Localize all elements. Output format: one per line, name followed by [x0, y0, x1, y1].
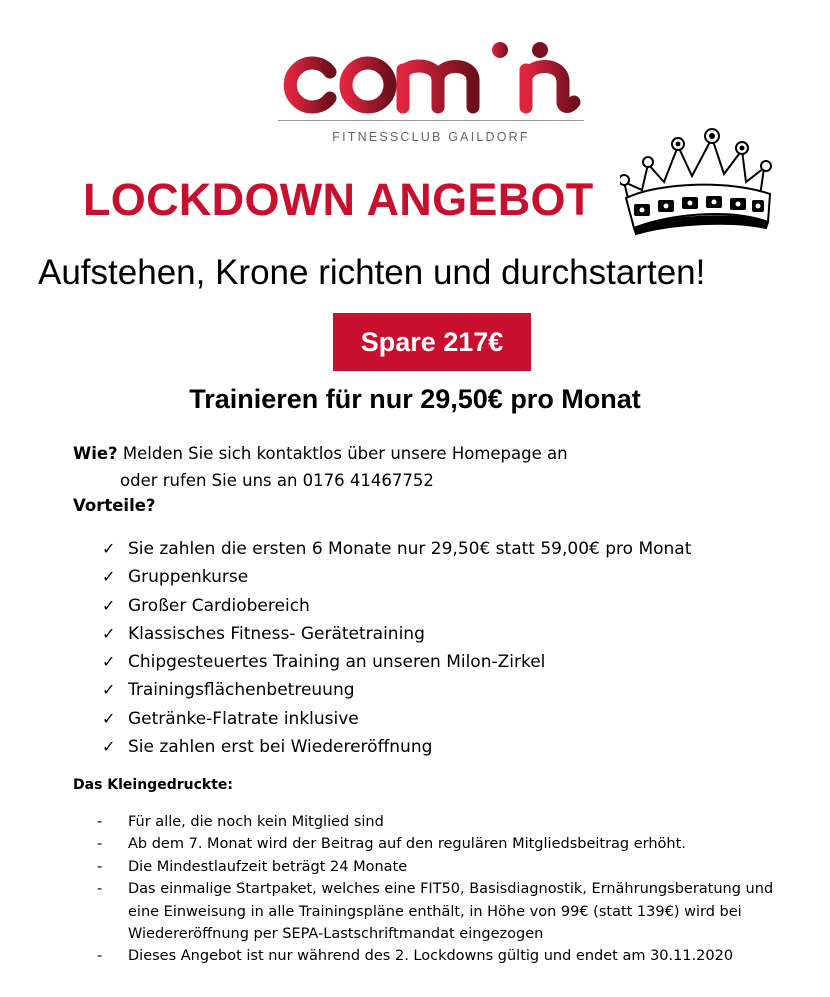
list-item: - Die Mindestlaufzeit beträgt 24 Monate: [97, 856, 777, 878]
dash-bullet-icon: -: [97, 836, 103, 853]
tagline: Aufstehen, Krone richten und durchstarten!: [38, 253, 706, 292]
dash-bullet-icon: -: [97, 948, 103, 965]
savings-badge: Spare 217€: [333, 313, 531, 371]
checkmark-icon: ✓: [102, 567, 116, 587]
list-item: ✓ Großer Cardiobereich: [102, 592, 691, 620]
fine-print-list: [97, 811, 777, 968]
list-item: ✓ Gruppenkurse: [102, 563, 691, 591]
checkmark-icon: ✓: [102, 539, 116, 558]
crown-icon: [620, 124, 780, 236]
fine-print-title: Das Kleingedruckte:: [73, 777, 233, 793]
how-label: Wie?: [73, 444, 118, 463]
list-item: - Das einmalige Startpaket, welches eine FIT50, Basisdiagnostik, Ernährungsberatung und eine Einweisung in alle Trainingspläne enthält, in Höhe von 99€ (statt 139€) wird bei Wiedereröffnung per SEPA-Lastschriftmandat eingezogen: [97, 878, 777, 945]
list-item: - Ab dem 7. Monat wird der Beitrag auf den regulären Mitgliedsbeitrag erhöht.: [97, 833, 777, 855]
checkmark-icon: ✓: [102, 680, 116, 700]
list-item: ✓ Trainingsflächenbetreuung: [102, 676, 691, 704]
logo-divider: [278, 120, 584, 121]
contact-info: [73, 440, 568, 494]
price-line: Trainieren für nur 29,50€ pro Monat: [189, 384, 641, 414]
checkmark-icon: ✓: [102, 623, 116, 643]
dash-bullet-icon: -: [97, 814, 103, 830]
checkmark-icon: ✓: [102, 595, 116, 615]
list-item: ✓ Chipgesteuertes Training an unseren Milon-Zirkel: [102, 648, 691, 676]
brand-logo: [278, 40, 588, 150]
checkmark-icon: ✓: [102, 652, 116, 672]
page-title: LOCKDOWN ANGEBOT: [83, 174, 594, 225]
logo-subtitle: FITNESSCLUB GAILDORF: [332, 130, 530, 144]
how-text-phone: oder rufen Sie uns an 0176 41467752: [120, 471, 434, 490]
checkmark-icon: ✓: [102, 708, 116, 728]
how-text: Melden Sie sich kontaktlos über unsere Homepage an: [122, 444, 568, 463]
checkmark-icon: ✓: [102, 737, 116, 757]
list-item: ✓ Sie zahlen erst bei Wiedereröffnung: [102, 733, 691, 761]
logo-wordmark: [278, 40, 584, 120]
dash-bullet-icon: -: [97, 881, 103, 898]
list-item: - Dieses Angebot ist nur während des 2. Lockdowns gültig und endet am 30.11.2020: [97, 945, 777, 967]
list-item: ✓ Getränke-Flatrate inklusive: [102, 705, 691, 733]
list-item: - Für alle, die noch kein Mitglied sind: [97, 811, 777, 833]
benefits-list: [102, 535, 691, 761]
list-item: ✓ Klassisches Fitness- Gerätetraining: [102, 620, 691, 648]
dash-bullet-icon: -: [97, 858, 103, 875]
benefits-title: Vorteile?: [73, 496, 156, 515]
list-item: ✓ Sie zahlen die ersten 6 Monate nur 29,50€ statt 59,00€ pro Monat: [102, 535, 691, 563]
